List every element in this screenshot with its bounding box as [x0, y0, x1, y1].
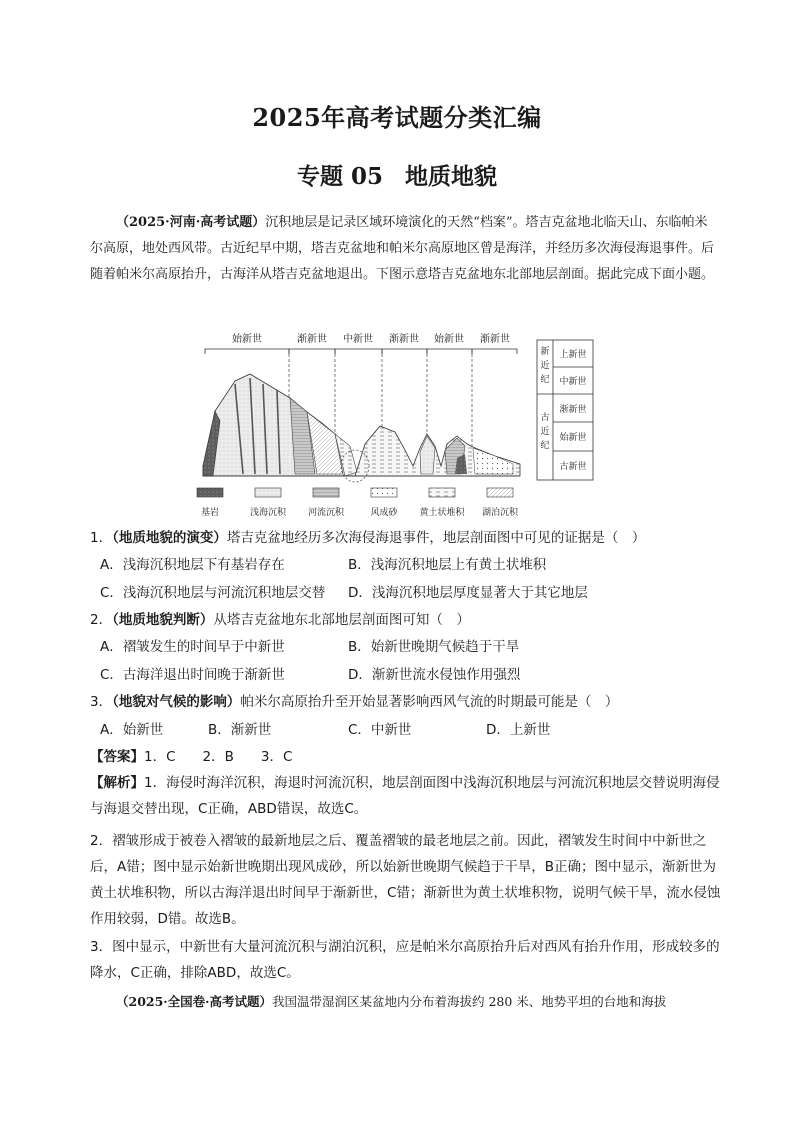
q3-number: 3． — [90, 694, 113, 710]
next-intro-source: （2025·全国卷·高考试题） — [116, 994, 272, 1009]
q3-option-d[interactable]: D．上新世 — [486, 722, 551, 738]
answer-label: 【答案】 — [90, 749, 144, 765]
answer-line — [90, 744, 722, 770]
period-xin-1: 新 — [540, 347, 550, 357]
ts-paleocene: 古新世 — [559, 462, 587, 472]
analysis-label: 【解析】 — [90, 775, 144, 791]
answer-text: 1．C 2．B 3．C — [144, 749, 293, 765]
epoch-label-3: 中新世 — [343, 334, 373, 345]
legend-wind-sand: 风成砂 — [370, 508, 398, 518]
ts-miocene: 中新世 — [559, 377, 587, 387]
q1-option-b[interactable]: B．浅海沉积地层上有黄土状堆积 — [348, 557, 547, 573]
cross-section-terrain — [203, 374, 520, 482]
topic-number: 专题 05 — [296, 163, 383, 190]
strata-profile-figure — [195, 326, 600, 526]
q2-number: 2． — [90, 612, 113, 628]
question-1 — [90, 528, 645, 548]
epoch-label-4: 渐新世 — [389, 334, 419, 345]
period-gu-3: 纪 — [540, 441, 550, 451]
period-gu-2: 近 — [540, 427, 550, 437]
topic-name: 地质地貌 — [405, 163, 497, 190]
epoch-label-1: 始新世 — [232, 334, 262, 345]
q2-stem: 从塔吉克盆地东北部地层剖面图可知（ ） — [213, 612, 470, 628]
page-title: 2025年高考试题分类汇编 — [252, 103, 542, 132]
legend-bedrock: 基岩 — [200, 508, 220, 518]
next-intro — [90, 992, 730, 1012]
q1-option-a[interactable]: A．浅海沉积地层下有基岩存在 — [100, 557, 285, 573]
period-xin-3: 纪 — [540, 375, 550, 385]
q3-tag: （地貌对气候的影响） — [112, 694, 241, 710]
q2-option-c[interactable]: C．古海洋退出时间晚于渐新世 — [100, 667, 285, 683]
q1-option-c[interactable]: C．浅海沉积地层与河流沉积地层交替 — [100, 585, 326, 601]
q3-stem: 帕米尔高原抬升至开始显著影响西风气流的时期最可能是（ ） — [240, 694, 619, 710]
q2-option-d[interactable]: D．渐新世流水侵蚀作用强烈 — [348, 667, 521, 683]
epoch-label-6: 渐新世 — [480, 334, 510, 345]
next-intro-text: 我国温带湿润区某盆地内分布着海拔约 280 米、地势平坦的台地和海拔 — [272, 994, 667, 1009]
q1-stem: 塔吉克盆地经历多次海侵海退事件，地层剖面图中可见的证据是（ ） — [226, 530, 646, 546]
q3-option-b[interactable]: B．渐新世 — [208, 722, 272, 738]
q2-option-a[interactable]: A．褶皱发生的时间早于中新世 — [100, 639, 285, 655]
legend-loess: 黄土状堆积 — [419, 508, 465, 518]
q2-tag: （地质地貌判断） — [112, 612, 214, 628]
intro-paragraph — [90, 210, 720, 288]
analysis-p3: 3．图中显示，中新世有大量河流沉积与湖泊沉积，应是帕米尔高原抬升后对西风有抬升作用，形成较多的降水，C正确，排除ABD，故选C。 — [90, 939, 720, 981]
period-xin-2: 近 — [540, 361, 550, 371]
topic-title — [0, 158, 794, 191]
ts-pliocene: 上新世 — [559, 350, 587, 360]
q1-option-d[interactable]: D．浅海沉积地层厚度显著大于其它地层 — [348, 585, 588, 601]
epoch-label-2: 渐新世 — [297, 334, 327, 345]
q1-tag: （地质地貌的演变） — [112, 530, 227, 546]
legend-river: 河流沉积 — [307, 508, 345, 518]
epoch-label-5: 始新世 — [434, 334, 464, 345]
intro-source: （2025·河南·高考试题） — [116, 215, 266, 230]
question-3 — [90, 692, 618, 712]
period-gu-1: 古 — [540, 413, 550, 423]
q1-number: 1． — [90, 530, 113, 546]
legend-shallow-sea: 浅海沉积 — [249, 508, 287, 518]
ts-oligocene: 渐新世 — [559, 405, 587, 415]
figure-legend — [197, 488, 519, 518]
legend-lake: 湖泊沉积 — [481, 508, 519, 518]
ts-eocene: 始新世 — [559, 433, 587, 443]
analysis-p1 — [90, 770, 722, 822]
question-2 — [90, 610, 470, 630]
q2-option-b[interactable]: B．始新世晚期气候趋于干旱 — [348, 639, 520, 655]
analysis-p2: 2．褶皱形成于被卷入褶皱的最新地层之后、覆盖褶皱的最老地层之前。因此，褶皱发生时间中中新世之后，A错；图中显示始新世晚期出现风成砂，所以始新世晚期气候趋于干旱，B正确；图中显示，渐新世为黄土状堆积物，所以古海洋退出时间早于渐新世，C错；渐新世为黄土状堆积物，说明气候干旱，流水侵蚀作用较弱，D错。故选B。 — [90, 833, 721, 927]
analysis-p1-text: 1．海侵时海洋沉积，海退时河流沉积，地层剖面图中浅海沉积地层与河流沉积地层交替说明海侵与海退交替出现，C正确，ABD错误，故选C。 — [90, 775, 720, 817]
q3-option-c[interactable]: C．中新世 — [348, 722, 412, 738]
intro-text: 沉积地层是记录区域环境演化的天然“档案”。塔吉克盆地北临天山、东临帕米尔高原，地处西风带。古近纪早中期，塔吉克盆地和帕米尔高原地区曾是海洋，并经历多次海侵海退事件。后随着帕米尔高原抬升，古海洋从塔吉克盆地退出。下图示意塔吉克盆地东北部地层剖面。据此完成下面小题。 — [90, 215, 715, 282]
q3-option-a[interactable]: A．始新世 — [100, 722, 164, 738]
